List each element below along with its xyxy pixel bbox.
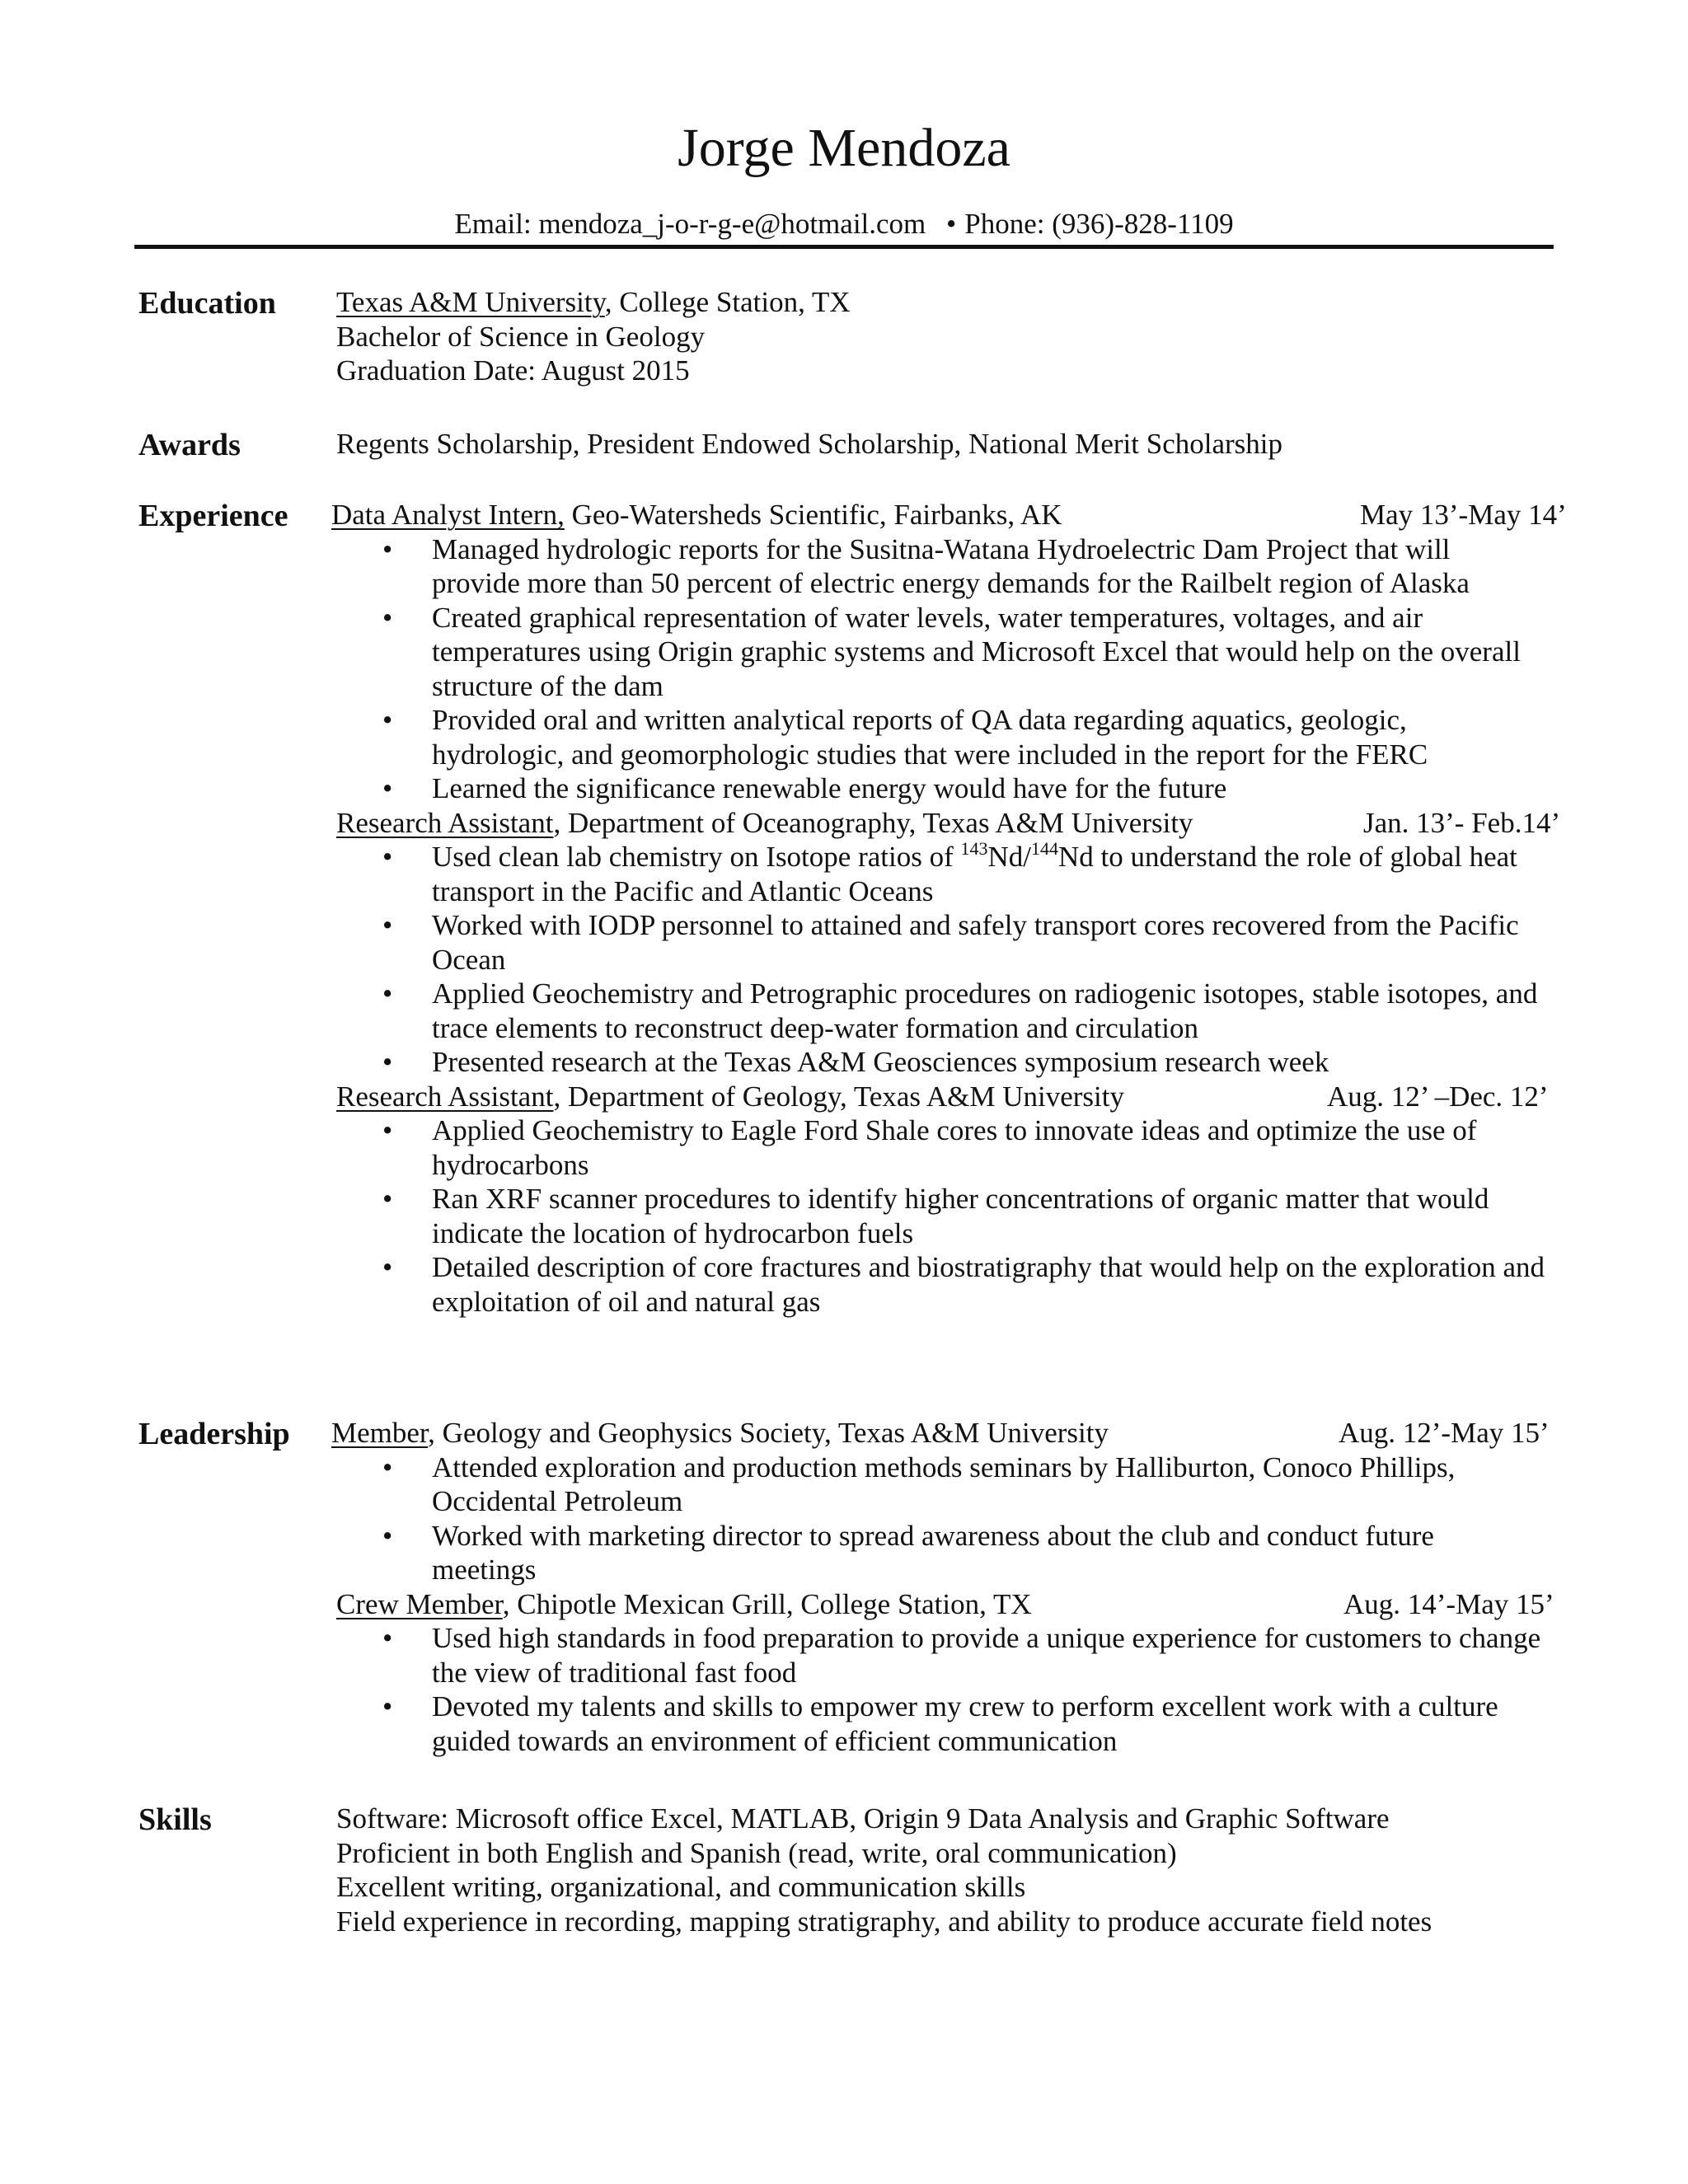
job-organization: Geo-Watersheds Scientific, Fairbanks, AK xyxy=(564,499,1062,531)
bullet-item: • Created graphical representation of water levels, water temperatures, voltages, and air temperatures using Origin graphic systems and Microsoft Excel that would help on the overall structure of the dam xyxy=(331,601,1545,704)
job-role: Crew Member xyxy=(336,1587,503,1620)
job-organization: , Department of Oceanography, Texas A&M University xyxy=(553,806,1193,839)
job-heading xyxy=(336,1080,1556,1114)
skill-line: Software: Microsoft office Excel, MATLAB, Origin 9 Data Analysis and Graphic Software xyxy=(336,1802,1390,1835)
degree: Bachelor of Science in Geology xyxy=(336,320,706,353)
education-heading: Education xyxy=(138,286,276,321)
bullet-item: • Learned the significance renewable energy would have for the future xyxy=(331,771,1545,806)
job-heading xyxy=(336,806,1561,841)
email-label: Email: xyxy=(454,208,532,240)
skill-line: Excellent writing, organizational, and communication skills xyxy=(336,1871,1026,1903)
awards-list: Regents Scholarship, President Endowed Scholarship, National Merit Scholarship xyxy=(336,428,1283,460)
job-dates: May 13’-May 14’ xyxy=(1360,499,1567,531)
job-organization: , Geology and Geophysics Society, Texas A&M University xyxy=(428,1417,1109,1449)
experience-content xyxy=(331,498,1567,1319)
skill-line: Proficient in both English and Spanish (read, write, oral communication) xyxy=(336,1836,1177,1869)
job-organization: , Department of Geology, Texas A&M University xyxy=(553,1080,1125,1113)
education-content xyxy=(336,285,1556,388)
job-heading xyxy=(331,1416,1551,1451)
job-role: Research Assistant xyxy=(336,1080,554,1113)
skills-heading: Skills xyxy=(138,1802,212,1837)
job-bullets xyxy=(331,532,1551,806)
job-dates: Aug. 12’-May 15’ xyxy=(1339,1417,1550,1449)
awards-heading: Awards xyxy=(138,428,241,462)
education-school-line xyxy=(336,285,1556,320)
contact-line xyxy=(0,206,1688,242)
bullet-item: • Worked with IODP personnel to attained and safely transport cores recovered from the Pacific Ocean xyxy=(331,908,1545,977)
job-heading xyxy=(331,498,1567,532)
header-divider xyxy=(134,245,1554,249)
job-dates: Jan. 13’- Feb.14’ xyxy=(1363,806,1561,839)
bullet-item: • Presented research at the Texas A&M Geosciences symposium research week xyxy=(331,1045,1545,1080)
awards-content xyxy=(336,427,1556,462)
resume-name: Jorge Mendoza xyxy=(678,118,1010,178)
phone-label: Phone: xyxy=(964,208,1045,240)
graduation-date: Graduation Date: August 2015 xyxy=(336,354,690,387)
bullet-item: • Devoted my talents and skills to empower my crew to perform excellent work with a culture guided towards an environment of efficient communication xyxy=(331,1690,1545,1758)
isotope-superscript: 144 xyxy=(1030,838,1058,859)
bullet-text: Nd to understand the role of global heat transport in the Pacific and Atlantic Oceans xyxy=(432,841,1517,907)
job-heading xyxy=(336,1587,1556,1622)
contact-separator: • xyxy=(946,208,957,240)
job-role: Member xyxy=(331,1417,429,1449)
bullet-item: • Applied Geochemistry to Eagle Ford Shale cores to innovate ideas and optimize the use of hydrocarbons xyxy=(331,1113,1545,1182)
email-address[interactable]: mendoza_j-o-r-g-e@hotmail.com xyxy=(538,208,926,240)
isotope-element: Nd/ xyxy=(987,841,1031,873)
job-bullets xyxy=(331,1621,1551,1758)
leadership-content xyxy=(331,1416,1554,1758)
bullet-item: • Detailed description of core fractures and biostratigraphy that would help on the exploration and exploitation of oil and natural gas xyxy=(331,1250,1545,1319)
skills-content xyxy=(336,1802,1556,1938)
bullet-item: • Worked with marketing director to spread awareness about the club and conduct future meetings xyxy=(331,1519,1545,1587)
experience-heading: Experience xyxy=(138,499,288,533)
bullet-item: • Used high standards in food preparation to provide a unique experience for customers to change the view of traditional fast food xyxy=(331,1621,1545,1690)
job-bullets xyxy=(331,1451,1551,1587)
job-role: Data Analyst Intern, xyxy=(331,499,565,531)
job-bullets xyxy=(331,1113,1551,1319)
job-organization: , Chipotle Mexican Grill, College Station, TX xyxy=(502,1587,1032,1620)
isotope-superscript: 143 xyxy=(960,838,988,859)
bullet-item: • Provided oral and written analytical reports of QA data regarding aquatics, geologic, hydrologic, and geomorphologic studies that were included in the report for the FERC xyxy=(331,703,1545,771)
skill-line: Field experience in recording, mapping stratigraphy, and ability to produce accurate field notes xyxy=(336,1905,1432,1938)
school-location: , College Station, TX xyxy=(604,286,851,318)
job-role: Research Assistant xyxy=(336,806,554,839)
school-name: Texas A&M University xyxy=(336,286,605,318)
job-dates: Aug. 12’ –Dec. 12’ xyxy=(1327,1080,1549,1113)
leadership-heading: Leadership xyxy=(138,1417,290,1451)
bullet-text: Used clean lab chemistry on Isotope ratios of xyxy=(432,841,961,873)
bullet-item xyxy=(331,840,1545,908)
bullet-item: • Managed hydrologic reports for the Susitna-Watana Hydroelectric Dam Project that will provide more than 50 percent of electric energy demands for the Railbelt region of Alaska xyxy=(331,532,1545,601)
phone-number: (936)-828-1109 xyxy=(1052,208,1234,240)
bullet-item: • Ran XRF scanner procedures to identify higher concentrations of organic matter that would indicate the location of hydrocarbon fuels xyxy=(331,1182,1545,1250)
bullet-item: • Attended exploration and production methods seminars by Halliburton, Conoco Phillips, Occidental Petroleum xyxy=(331,1451,1545,1519)
job-dates: Aug. 14’-May 15’ xyxy=(1343,1587,1554,1620)
job-bullets xyxy=(331,840,1551,1080)
bullet-item: • Applied Geochemistry and Petrographic procedures on radiogenic isotopes, stable isotopes, and trace elements to reconstruct deep-water formation and circulation xyxy=(331,977,1545,1045)
